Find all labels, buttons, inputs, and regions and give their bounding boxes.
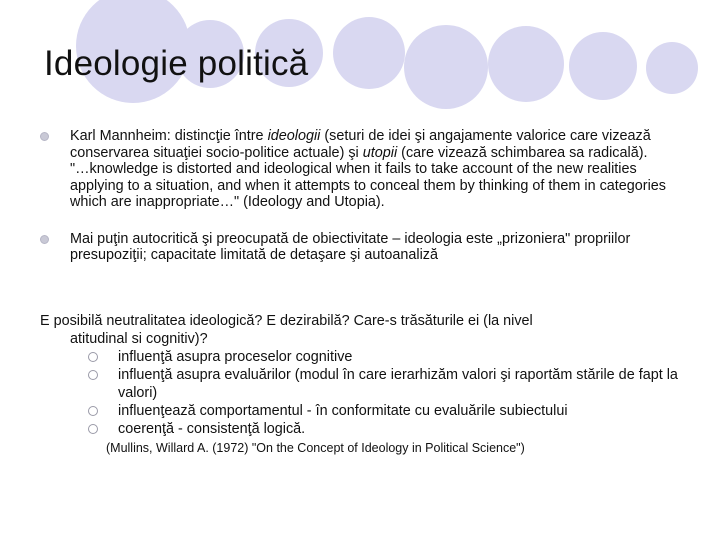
bullet-item-autocritica bbox=[40, 231, 680, 264]
bullet-dot-icon bbox=[40, 132, 49, 141]
term-utopii: utopii bbox=[362, 144, 398, 161]
citation: (Mullins, Willard A. (1972) "On the Concept of Ideology in Political Science") bbox=[106, 441, 525, 455]
decor-circle bbox=[646, 42, 698, 94]
mannheim-text: Karl Mannheim: distincţie între ideologii (seturi de idei şi angajamente valorice care vizează conservarea situaţiei socio-politice actuale) şi utopii (care vizează schimbarea sa radicală). bbox=[70, 128, 651, 161]
sub-item: influenţează comportamentul - în conformitate cu evaluările subiectului bbox=[40, 402, 680, 420]
term-ideologii: ideologii bbox=[267, 128, 321, 144]
question-line-1: E posibilă neutralitatea ideologică? E dezirabilă? Care-s trăsăturile ei (la nivel bbox=[40, 313, 533, 329]
ring-bullet-icon bbox=[88, 370, 98, 380]
question-block bbox=[40, 312, 680, 457]
decor-circle bbox=[333, 17, 405, 89]
slide-title: Ideologie politică bbox=[44, 44, 309, 83]
mannheim-quote: "…knowledge is distorted and ideological when it fails to take account of the new realities applying to a situation, and when it attempts to conceal them by thinking of them in categories which are inappropriate…" (Ideology and Utopia). bbox=[70, 161, 666, 210]
sub-item: coerenţă - consistenţă logică. bbox=[40, 420, 680, 438]
decor-circle bbox=[488, 26, 564, 102]
bullet-item-mannheim bbox=[40, 128, 680, 211]
autocritica-text: Mai puţin autocritică şi preocupată de obiectivitate – ideologia este „prizoniera" propriilor presupoziţii; capacitate limitată de detaşare şi autoanaliză bbox=[70, 230, 631, 263]
sub-item: influenţă asupra proceselor cognitive bbox=[40, 348, 680, 366]
bullet-dot-icon bbox=[40, 235, 49, 244]
ring-bullet-icon bbox=[88, 352, 98, 362]
ring-bullet-icon bbox=[88, 424, 98, 434]
decor-circle bbox=[404, 25, 488, 109]
question-line-2: atitudinal si cognitiv)? bbox=[70, 331, 208, 347]
bullet-list bbox=[40, 128, 680, 264]
sub-item: influenţă asupra evaluărilor (modul în care ierarhizăm valori şi raportăm stările de fapt la valori) bbox=[40, 366, 680, 402]
ring-bullet-icon bbox=[88, 406, 98, 416]
decor-circle bbox=[569, 32, 637, 100]
